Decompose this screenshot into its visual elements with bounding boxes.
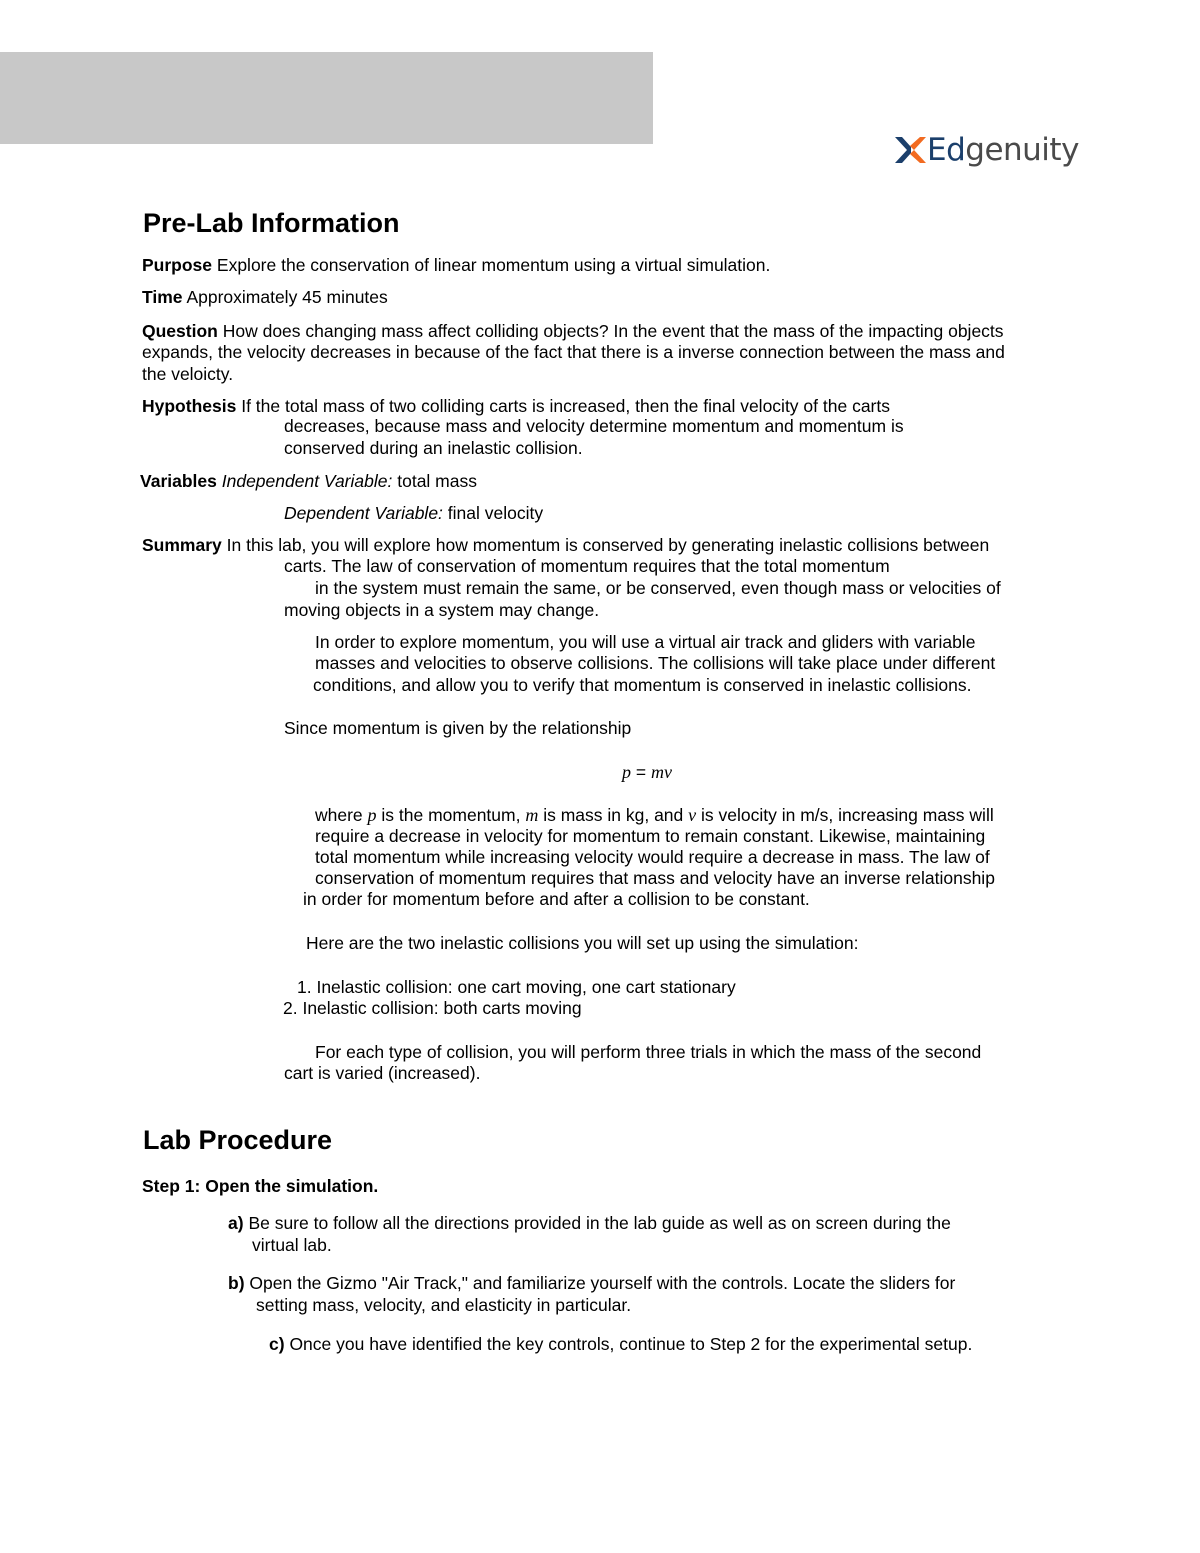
summary-line1: In this lab, you will explore how momentum is conserved by generating inelastic collisions between (226, 535, 990, 555)
para4-line2: require a decrease in velocity for momentum to remain constant. Likewise, maintaining (315, 826, 986, 846)
hypothesis-line1: If the total mass of two colliding carts is increased, then the final velocity of the carts (241, 396, 890, 416)
prelab-title: Pre-Lab Information (143, 208, 400, 238)
question-row (142, 321, 1004, 342)
step1-title: Step 1: Open the simulation. (142, 1176, 379, 1196)
time-row (142, 287, 388, 308)
brand-name: Edgenuity (927, 132, 1079, 168)
step-b-line1: Open the Gizmo "Air Track," and familiarize yourself with the controls. Locate the sliders for (249, 1273, 956, 1293)
momentum-formula (622, 762, 672, 783)
independent-label: Independent Variable: (221, 471, 393, 491)
step-b (228, 1273, 955, 1294)
step-a-line2: virtual lab. (252, 1235, 332, 1255)
step-a-line1: Be sure to follow all the directions provided in the lab guide as well as on screen during the (248, 1213, 951, 1233)
para4-line5: in order for momentum before and after a collision to be constant. (303, 889, 810, 909)
formula-p: p (622, 762, 631, 782)
purpose-row (142, 255, 770, 276)
step-c (269, 1334, 972, 1355)
para2-line3: conditions, and allow you to verify that momentum is conserved in inelastic collisions. (313, 675, 972, 695)
para4-line4: conservation of momentum requires that mass and velocity have an inverse relationship (315, 868, 995, 888)
dependent-label: Dependent Variable: (284, 503, 443, 523)
para4-var-m: m (525, 805, 539, 825)
summary-line2: carts. The law of conservation of momentum requires that the total momentum (284, 556, 890, 576)
independent-value: total mass (397, 471, 477, 491)
step-c-label: c) (269, 1334, 285, 1354)
header-gray-bar (0, 52, 653, 144)
procedure-title: Lab Procedure (143, 1125, 333, 1155)
para2-line1: In order to explore momentum, you will use a virtual air track and gliders with variable (315, 632, 976, 652)
question-label: Question (142, 321, 218, 341)
summary-line4: moving objects in a system may change. (284, 600, 600, 620)
para6-line2: cart is varied (increased). (284, 1063, 481, 1083)
step-b-label: b) (228, 1273, 245, 1293)
para4-line3: total momentum while increasing velocity would require a decrease in mass. The law of (315, 847, 990, 867)
step-b-line2: setting mass, velocity, and elasticity in particular. (256, 1295, 632, 1315)
para4-text-a: where (315, 805, 368, 825)
hypothesis-row (142, 396, 890, 417)
para3: Since momentum is given by the relationship (284, 718, 632, 738)
variables-label: Variables (140, 471, 217, 491)
step-c-line1: Once you have identified the key controls, continue to Step 2 for the experimental setup. (289, 1334, 973, 1354)
dependent-row (284, 503, 543, 524)
para4-line1 (315, 805, 994, 826)
summary-line3: in the system must remain the same, or be conserved, even though mass or velocities of (315, 578, 1001, 598)
para4-var-v: v (688, 805, 697, 825)
formula-mv: mv (650, 762, 672, 782)
hypothesis-label: Hypothesis (142, 396, 237, 416)
hypothesis-line2: decreases, because mass and velocity determine momentum and momentum is (284, 416, 904, 436)
para4-text-d: is velocity in m/s, increasing mass will (696, 805, 994, 825)
edgenuity-x-icon (893, 135, 927, 165)
question-line2: expands, the velocity decreases in because of the fact that there is a inverse connection between the mass and (142, 342, 1005, 362)
dependent-value: final velocity (447, 503, 544, 523)
list-item: 2. Inelastic collision: both carts moving (283, 998, 582, 1018)
para5: Here are the two inelastic collisions you will set up using the simulation: (306, 933, 859, 953)
purpose-label: Purpose (142, 255, 213, 275)
step-a-label: a) (228, 1213, 244, 1233)
formula-eq: = (631, 762, 651, 782)
variables-row (140, 471, 477, 492)
edgenuity-logo (893, 130, 1079, 170)
step-a (228, 1213, 951, 1234)
purpose-text: Explore the conservation of linear momentum using a virtual simulation. (216, 255, 771, 275)
summary-row (142, 535, 989, 556)
question-line1: How does changing mass affect colliding objects? In the event that the mass of the impacting objects (222, 321, 1004, 341)
time-text: Approximately 45 minutes (186, 287, 388, 307)
list-item: 1. Inelastic collision: one cart moving, one cart stationary (297, 977, 736, 997)
para4-text-c: is mass in kg, and (538, 805, 689, 825)
summary-label: Summary (142, 535, 222, 555)
para4-text-b: is the momentum, (376, 805, 526, 825)
time-label: Time (142, 287, 183, 307)
question-line3: the veloicty. (142, 364, 234, 384)
para2-line2: masses and velocities to observe collisions. The collisions will take place under different (315, 653, 996, 673)
para6-line1: For each type of collision, you will perform three trials in which the mass of the second (315, 1042, 982, 1062)
para4-var-p: p (367, 805, 377, 825)
hypothesis-line3: conserved during an inelastic collision. (284, 438, 583, 458)
